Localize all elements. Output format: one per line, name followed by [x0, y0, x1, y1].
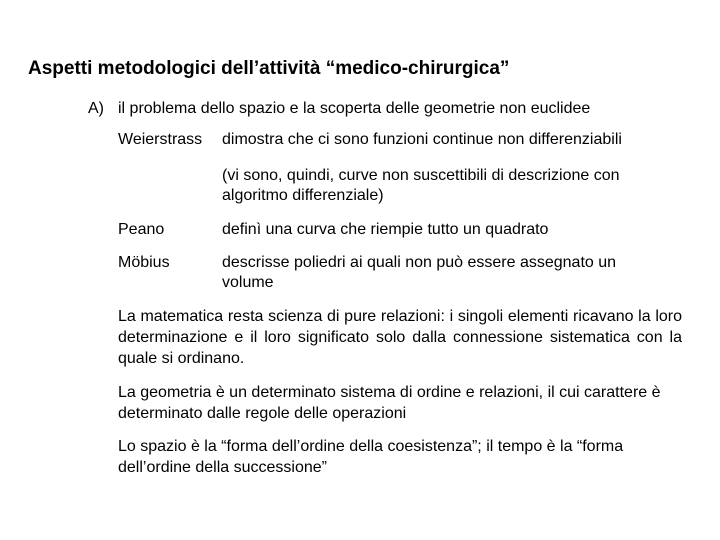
section-a-text: il problema dello spazio e la scoperta delle geometrie non euclidee: [118, 100, 591, 117]
section-a: [88, 100, 590, 118]
entry-mobius-text: descrisse poliedri ai quali non può essere assegnato un volume: [222, 254, 617, 291]
paragraph-spazio: Lo spazio è la “forma dell’ordine della coesistenza”; il tempo è la “forma dell’ordine della successione”: [118, 438, 624, 476]
section-a-marker: A): [88, 100, 104, 117]
paragraph-matematica: La matematica resta scienza di pure relazioni: i singoli elementi ricavano la loro determinazione e il loro significato solo dalla connessione sistematica con la quale si ordinano.: [118, 308, 682, 367]
entry-mobius-name: Möbius: [118, 254, 170, 271]
entry-peano-text: definì una curva che riempie tutto un quadrato: [222, 221, 549, 238]
entry-peano-name: Peano: [118, 221, 165, 238]
entry-weierstrass-text: dimostra che ci sono funzioni continue non differenziabili: [222, 131, 622, 148]
slide-title: Aspetti metodologici dell’attività “medico-chirurgica”: [28, 58, 510, 79]
entry-weierstrass-name: Weierstrass: [118, 131, 203, 148]
paragraph-geometria: La geometria è un determinato sistema di ordine e relazioni, il cui carattere è determinato dalle regole delle operazioni: [118, 384, 661, 422]
weierstrass-note: (vi sono, quindi, curve non suscettibili di descrizione con algoritmo differenziale): [222, 167, 620, 204]
